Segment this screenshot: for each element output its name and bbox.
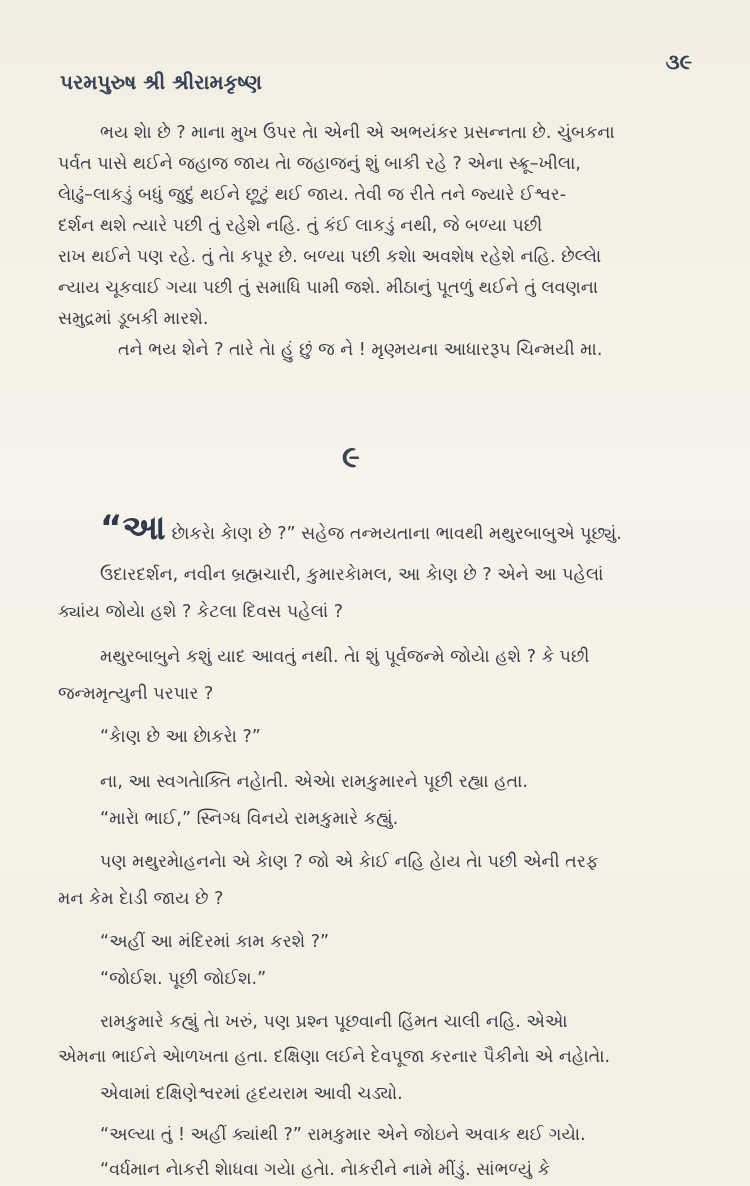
text-line: તને ભય શેને ? તારે તેા હું છું જ ને ! મૃણ્મયના આધારરૂપ ચિન્મયી મા. bbox=[118, 340, 603, 360]
text-line: રાખ થઈને પણ રહે. તું તેા કપૂર છે. બળ્યા પછી કશેા અવશેષ રહેશે નહિ. છેલ્લેા bbox=[58, 247, 602, 267]
text-line: “કેાણ છે આ છેાકરેા ?” bbox=[100, 727, 261, 747]
text-line: ન્યાય ચૂકવાઈ ગયા પછી તું સમાધિ પામી જશે. મીઠાનું પૂતળું થઈને તું લવણના bbox=[58, 278, 599, 298]
text-line: ક્યાંય જોયેા હશે ? કેટલા દિવસ પહેલાં ? bbox=[58, 602, 344, 622]
text-line: રામકુમારે કહ્યું તેા ખરું, પણ પ્રશ્ન પૂછવાની હિંમત ચાલી નહિ. એએા bbox=[100, 1012, 568, 1032]
text-line-first bbox=[58, 508, 698, 554]
text-line: પણ મથુરમેાહનનેા એ કેાણ ? જો એ કેાઈ નહિ હેાય તેા પછી એની તરફ bbox=[100, 852, 599, 872]
text-line: “વર્ધમાન નેાકરી શેાધવા ગયેા હતેા. નેાકરીને નામે મીંડું. સાંભળ્યું કે bbox=[100, 1160, 551, 1180]
text-line: “જોઈશ. પૂછી જોઈશ.” bbox=[100, 969, 267, 989]
text-line: “અહીં આ મંદિરમાં કામ કરશે ?” bbox=[100, 932, 330, 952]
page-number: ૩૯ bbox=[665, 50, 692, 74]
text-line: દર્શન થશે ત્યારે પછી તું રહેશે નહિ. તું કંઈ લાકડું નથી, જે બળ્યા પછી bbox=[58, 216, 543, 236]
running-head: પરમપુરુષ શ્રી શ્રીરામકૃષ્ણ bbox=[60, 70, 262, 94]
text-line: ના, આ સ્વગતેાક્તિ નહેાતી. એએા રામકુમારને પૂછી રહ્યા હતા. bbox=[100, 772, 528, 792]
text-line: સમુદ્રમાં ડૂબકી મારશે. bbox=[58, 309, 209, 329]
paragraph-fear bbox=[58, 118, 698, 366]
text-line: એવામાં દક્ષિણેશ્વરમાં હૃદયરામ આવી ચડ્યો. bbox=[100, 1084, 403, 1104]
text-line: મન કેમ દેાડી જાય છે ? bbox=[58, 889, 224, 909]
text-line: ભય શેા છે ? માના મુખ ઉપર તેા એની એ અભયંકર પ્રસન્નતા છે. ચુંબકના bbox=[100, 123, 615, 143]
text-line: લેાઢું–લાકડું બધું જુદું થઈને છૂટું થઈ જાય. તેવી જ રીતે તને જ્યારે ઈશ્વર- bbox=[58, 185, 567, 205]
text-line: “અલ્યા તું ! અહીં ક્યાંથી ?” રામકુમાર એને જોઇને અવાક થઈ ગયેા. bbox=[100, 1125, 586, 1145]
text-line: જન્મમૃત્યુની પરપાર ? bbox=[58, 684, 214, 704]
chapter-body bbox=[58, 508, 698, 1186]
text-line: ઉદારદર્શન, નવીન બ્રહ્મચારી, કુમારકેામલ, આ કેાણ છે ? એને આ પહેલાં bbox=[100, 565, 604, 585]
text-line: એમના ભાઈને એાળખતા હતા. દક્ષિણા લઈને દેવપૂજા કરનાર પૈકીનેા એ નહેાતેા. bbox=[58, 1047, 611, 1067]
text-line: પર્વત પાસે થઈને જહાજ જાય તેા જહાજનું શું બાકી રહે ? એના સ્ક્રૂ–ખીલા, bbox=[58, 154, 581, 174]
text-line: “મારેા ભાઈ,” સ્નિગ્ધ વિનયે રામકુમારે કહ્યું. bbox=[100, 809, 399, 829]
drop-cap: “આ bbox=[100, 508, 166, 548]
section-number: ૯ bbox=[342, 440, 360, 475]
text-line: મથુરબાબુને કશું યાદ આવતું નથી. તેા શું પૂર્વજન્મે જોયેા હશે ? કે પછી bbox=[100, 647, 590, 667]
text-line-rest: છેાકરેા કેાણ છે ?” સહેજ તન્મયતાના ભાવથી મથુરબાબુએ પૂછ્યું. bbox=[171, 524, 622, 544]
